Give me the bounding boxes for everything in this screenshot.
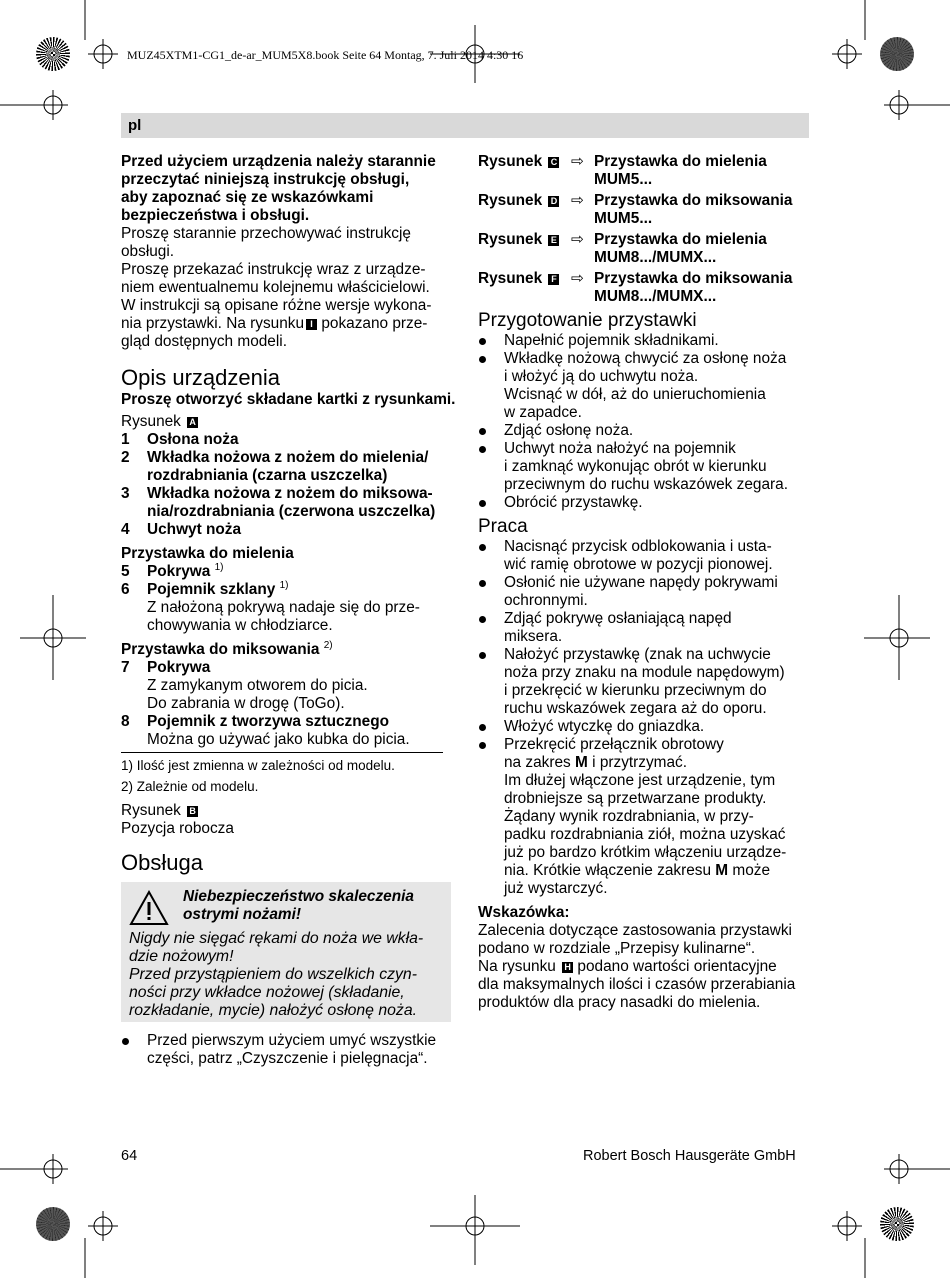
- heading-praca: Praca: [478, 516, 528, 537]
- list-item: 6 Pojemnik szklany $^{1)}$ Z nałożoną pokrywą nadaje się do prze- chowywania w chłodziarce.: [121, 579, 420, 634]
- list-item: Przekręcić przełącznik obrotowy na zakres M i przytrzymać. Im dłużej włączone jest urządzenie, tym drobniejsze są przetwarzane produkty. Żądany wynik rozdrabniania, w przy- padku rozdrabniania ziół, można uzyskać już po bardzo krótkim włączeniu urządze- nia. Krótkie włączenie zakresu M może już wystarczyć.: [478, 736, 813, 898]
- page-number: 64: [121, 1148, 138, 1164]
- list-item: 4 Uchwyt noża: [121, 521, 242, 538]
- list-item: Włożyć wtyczkę do gniazdka.: [478, 718, 813, 736]
- language-code: pl: [128, 117, 142, 134]
- list-item: 7 Pokrywa Z zamykanym otworem do picia. Do zabrania w drogę (ToGo).: [121, 659, 368, 712]
- warning-title: Niebezpieczeństwo skaleczenia ostrymi nożami!: [183, 888, 414, 923]
- working-position: Pozycja robocza: [121, 820, 234, 837]
- figure-B-label: Rysunek B: [121, 802, 456, 820]
- warning-box: [121, 882, 451, 1022]
- figure-ref-C: Rysunek C ⇨ Przystawka do mielenia MUM5...: [478, 153, 767, 188]
- right-column: [478, 153, 813, 1012]
- footnote-2: 2) Zależnie od modelu.: [121, 779, 259, 794]
- opis-subtitle: Proszę otworzyć składane kartki z rysunkami.: [121, 391, 456, 408]
- list-item: 8 Pojemnik z tworzywa sztucznego Można go używać jako kubka do picia.: [121, 713, 410, 748]
- list-item: 5 Pokrywa $^{1)}$: [121, 561, 224, 580]
- list-item: Napełnić pojemnik składnikami.: [478, 332, 813, 350]
- list-item: Obrócić przystawkę.: [478, 494, 813, 512]
- footer-company: Robert Bosch Hausgeräte GmbH: [583, 1148, 796, 1164]
- footnote-1: 1) Ilość jest zmienna w zależności od modelu.: [121, 758, 395, 773]
- book-header: MUZ45XTM1-CG1_de-ar_MUM5X8.book Seite 64 Montag, 7. Juli 2014 4:30 16: [127, 48, 524, 62]
- subheading-mielenia: Przystawka do mielenia: [121, 545, 294, 562]
- subheading-miksowania: Przystawka do miksowania $^{2)}$: [121, 639, 333, 658]
- warning-body: Nigdy nie sięgać rękami do noża we wkła- dzie nożowym! Przed przystąpieniem do wszelkich czyn- ności przy wkładce nożowej (składanie, rozkładanie, mycie) nałożyć osłonę noża.: [129, 930, 424, 1019]
- note-text: Zalecenia dotyczące zastosowania przystawki podano w rozdziale „Przepisy kulinarne“.: [478, 922, 792, 957]
- warning-triangle-icon: [129, 890, 169, 926]
- list-item: 1 Osłona noża: [121, 431, 239, 448]
- note-text-2: Na rysunku H podano wartości orientacyjne dla maksymalnych ilości i czasów przerabiania produktów dla pracy nasadki do mielenia.: [478, 958, 796, 1011]
- left-column: [121, 153, 456, 1068]
- figure-ref-D: Rysunek D ⇨ Przystawka do miksowania MUM5...: [478, 192, 793, 227]
- intro-bold: Przed użyciem urządzenia należy starannie przeczytać niniejszą instrukcję obsługi, aby zapoznać się ze wskazówkami bezpieczeństwa i obsługi.: [121, 153, 436, 224]
- heading-przygotowanie: Przygotowanie przystawki: [478, 310, 697, 331]
- list-item: Zdjąć pokrywę osłaniającą napęd miksera.: [478, 610, 813, 646]
- list-item: Osłonić nie używane napędy pokrywami ochronnymi.: [478, 574, 813, 610]
- list-item: 2 Wkładka nożowa z nożem do mielenia/ rozdrabniania (czarna uszczelka): [121, 449, 429, 484]
- language-bar: [121, 113, 809, 138]
- figure-ref-E: Rysunek E ⇨ Przystawka do mielenia MUM8.../MUMX...: [478, 231, 767, 266]
- list-item: Przed pierwszym użyciem umyć wszystkie części, patrz „Czyszczenie i pielęgnacja“.: [121, 1032, 456, 1068]
- list-item: Uchwyt noża nałożyć na pojemnik i zamknąć wykonując obrót w kierunku przeciwnym do ruchu wskazówek zegara.: [478, 440, 813, 494]
- list-item: Nałożyć przystawkę (znak na uchwycie noża przy znaku na module napędowym) i przekręcić w kierunku przeciwnym do ruchu wskazówek zegara aż do oporu.: [478, 646, 813, 718]
- figure-I-icon: I: [306, 319, 317, 330]
- heading-obsluga: Obsługa: [121, 850, 203, 875]
- note-title: Wskazówka:: [478, 904, 570, 921]
- list-item: Nacisnąć przycisk odblokowania i usta- wić ramię obrotowe w pozycji pionowej.: [478, 538, 813, 574]
- intro-text: Proszę starannie przechowywać instrukcję obsługi. Proszę przekazać instrukcję wraz z urządze- niem ewentualnemu kolejnemu właścicielowi. W instrukcji są opisane różne wersje wykona- nia przystawki. Na rysunku I pokazano prze- gląd dostępnych modeli.: [121, 225, 432, 350]
- heading-opis: Opis urządzenia: [121, 365, 280, 390]
- list-item: Wkładkę nożową chwycić za osłonę noża i włożyć ją do uchwytu noża. Wcisnąć w dół, aż do unieruchomienia w zapadce.: [478, 350, 813, 422]
- figure-A-label: Rysunek A: [121, 413, 456, 431]
- list-item: 3 Wkładka nożowa z nożem do miksowa- nia/rozdrabniania (czerwona uszczelka): [121, 485, 436, 520]
- list-item: Zdjąć osłonę noża.: [478, 422, 813, 440]
- footnote-divider: [121, 752, 443, 753]
- figure-ref-F: Rysunek F ⇨ Przystawka do miksowania MUM8.../MUMX...: [478, 270, 793, 305]
